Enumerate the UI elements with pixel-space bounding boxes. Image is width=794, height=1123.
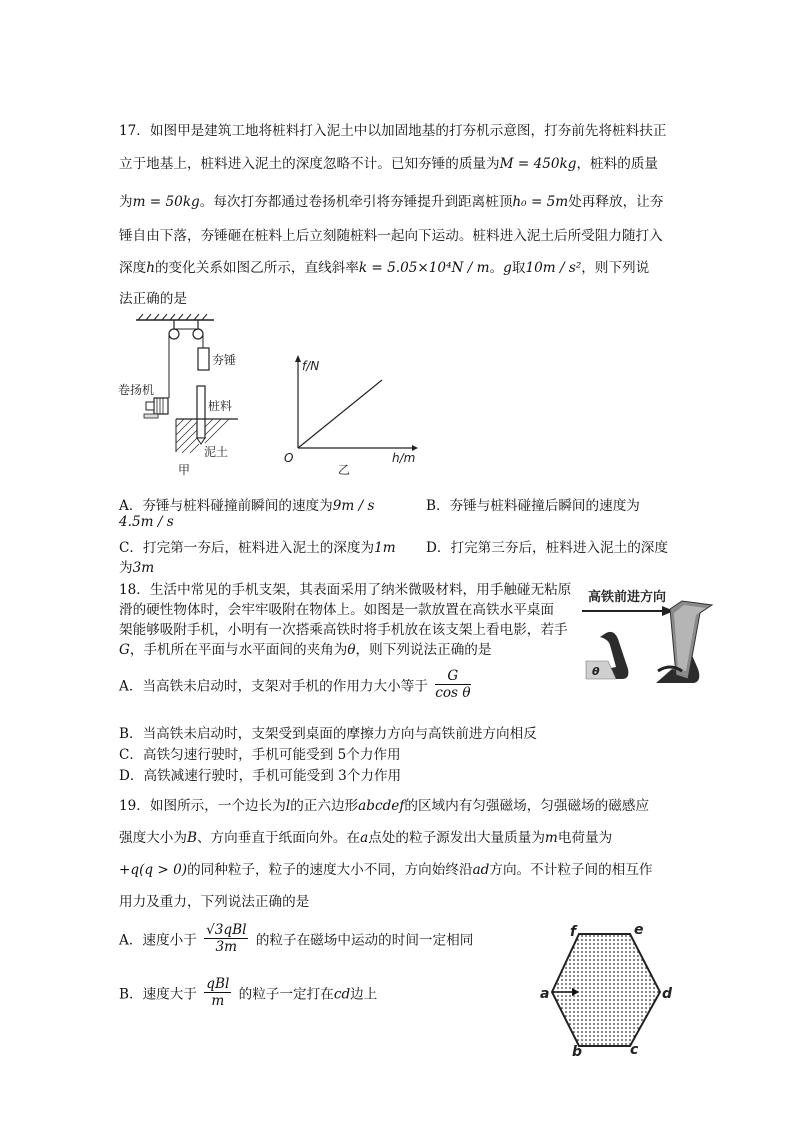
math-h0: h₀ = 5m (512, 194, 569, 210)
q17-line-1 (119, 119, 666, 139)
train-direction-label: 高铁前进方向 (588, 590, 667, 605)
caption-jia: 甲 (178, 463, 191, 477)
text: ，则下列说 (581, 260, 650, 276)
text: 方向。不计粒子间的相互作 (489, 862, 653, 878)
f-h-line (298, 380, 382, 448)
vertex-c-label: c (630, 1042, 639, 1058)
vertex-d-label: d (662, 986, 673, 1002)
figure-yi (278, 352, 428, 480)
math-q: +q(q > 0) (119, 862, 188, 878)
q18-line-4 (119, 638, 491, 658)
text: C．打完第一夯后，桩料进入泥土的深度为 (119, 540, 375, 556)
vertex-f-label: f (570, 924, 577, 940)
q17-line-6 (119, 287, 187, 307)
q17-option-a (119, 494, 374, 514)
q17-text: 17．如图甲是建筑工地将桩料打入泥土中以加固地基的打夯机示意图，打夯前先将桩料扶正 (119, 123, 667, 139)
denominator: 3m (215, 939, 238, 955)
text: B．当高铁未启动时，支架受到桌面的摩擦力方向与高铁前进方向相反 (119, 726, 537, 742)
q17-line-4 (119, 224, 663, 244)
hammer-weight (198, 348, 209, 370)
winch (154, 398, 168, 414)
q18-line-1 (119, 578, 571, 598)
text: A．夯锤与桩料碰撞前瞬间的速度为 (119, 498, 333, 514)
text: ，桩料的质量 (576, 156, 659, 172)
label-hangchui: 夯锤 (212, 353, 237, 367)
math-theta: θ (347, 642, 356, 658)
figure-jia (118, 312, 258, 480)
q17-option-c (119, 536, 396, 556)
denominator: cos θ (435, 685, 471, 701)
math-cd: cd (333, 986, 351, 1003)
text: 的区域内有匀强磁场，匀强磁场的磁感应 (404, 798, 650, 814)
math-M: M = 450kg (499, 156, 577, 172)
q19-line-1 (119, 794, 649, 814)
text: 锤自由下落，夯锤砸在桩料上后立刻随桩料一起向下运动。桩料进入泥土后所受阻力随打入 (119, 228, 663, 244)
text: A．速度小于 (119, 932, 197, 949)
text: 的变化关系如图乙所示，直线斜率 (154, 260, 359, 276)
text: 立于地基上，桩料进入泥土的深度忽略不计。已知夯锤的质量为 (119, 156, 500, 172)
pulley-right (193, 329, 203, 339)
text: ，手机所在平面与水平面间的夹角为 (129, 642, 348, 658)
pulley-left (169, 329, 179, 339)
q19-line-4 (119, 890, 309, 910)
text: B．夯锤与桩料碰撞后瞬间的速度为 (426, 498, 640, 514)
numerator: qBl (206, 976, 230, 992)
q17-option-d-cont (119, 556, 154, 576)
text: 为 (119, 194, 133, 210)
text: D．高铁减速行驶时，手机可能受到 3个力作用 (119, 768, 402, 784)
origin-label: O (284, 451, 294, 465)
math-B: B (186, 830, 197, 846)
numerator: G (435, 668, 470, 685)
math-g-value: 10m / s² (525, 260, 582, 276)
theta-label: θ (592, 665, 600, 678)
vertex-a-label: a (540, 986, 550, 1002)
text: 的正六边形 (290, 798, 359, 814)
text: 取 (511, 260, 526, 276)
text: 用力及重力，下列说法正确的是 (119, 894, 310, 910)
text: 的粒子一定打在 (238, 986, 334, 1003)
text: 电荷量为 (557, 830, 613, 846)
math: 1m (374, 540, 396, 556)
fraction-g-over-cos (435, 668, 470, 701)
x-axis-label: h/m (392, 451, 416, 465)
text: 为 (119, 560, 133, 576)
text: 边上 (350, 986, 378, 1003)
math: 3m (132, 560, 155, 576)
text: 滑的硬性物体时，会牢牢吸附在物体上。如图是一款放置在高铁水平桌面 (119, 602, 554, 618)
text: 强度大小为 (119, 830, 187, 846)
figure-hexagon (532, 918, 678, 1060)
text: 法正确的是 (119, 291, 187, 307)
q17-line-2 (119, 152, 658, 172)
q19-line-3 (119, 858, 653, 878)
text: 的粒子在磁场中运动的时间一定相同 (255, 932, 474, 949)
text: 19．如图所示，一个边长为 (119, 798, 286, 814)
text: A．当高铁未启动时，支架对手机的作用力大小等于 (119, 678, 428, 695)
q18-option-b (119, 722, 537, 742)
q18-line-3 (119, 618, 571, 638)
caption-yi: 乙 (338, 463, 351, 477)
text: 、方向垂直于纸面向外。在 (196, 830, 361, 846)
math: 4.5m / s (119, 514, 174, 530)
vertex-e-label: e (634, 922, 644, 938)
text: 的同种粒子，粒子的速度大小不同，方向始终沿 (187, 862, 473, 878)
math-a: a (360, 830, 369, 846)
math-ad: ad (472, 862, 490, 878)
math-g: g (503, 260, 512, 276)
figure-phone-holder (578, 583, 718, 693)
q17-line-3 (119, 190, 663, 210)
q18-option-c (119, 743, 401, 763)
math-G: G (119, 642, 130, 658)
text: 。 (489, 260, 504, 276)
fraction-sqrt3qbl-over-3m (204, 922, 248, 955)
pile (197, 386, 205, 438)
text: 处再释放，让夯 (568, 194, 664, 210)
text: C．高铁匀速行驶时，手机可能受到 5个力作用 (119, 747, 401, 763)
math-h: h (146, 260, 155, 276)
text: 18．生活中常见的手机支架，其表面采用了纳米微吸材料，用手触碰无粘原 (119, 582, 571, 598)
q18-line-2 (119, 598, 571, 618)
text: B．速度大于 (119, 986, 197, 1003)
math-m: m = 50kg (132, 194, 200, 210)
y-axis-label: f/N (302, 359, 320, 373)
q17-option-b (426, 494, 640, 514)
text: 深度 (119, 260, 147, 276)
q17-line-5 (119, 256, 649, 276)
ceiling-hatch (138, 314, 207, 320)
math-l: l (285, 798, 291, 814)
q17-option-d (426, 536, 668, 556)
label-zhuangliao: 桩料 (208, 399, 233, 413)
fraction-qbl-over-m (204, 976, 231, 1009)
math: 9m / s (332, 498, 375, 514)
denominator: m (211, 993, 225, 1009)
math-m: m (544, 830, 558, 846)
q19-line-2 (119, 826, 612, 846)
vertex-b-label: b (572, 1044, 583, 1060)
label-juanyangji: 卷扬机 (118, 383, 155, 397)
text: 。每次打夯都通过卷扬机牵引将夯锤提升到距离桩顶 (199, 194, 513, 210)
q18-option-d (119, 764, 401, 784)
text: 点处的粒子源发出大量质量为 (368, 830, 545, 846)
text: D．打完第三夯后，桩料进入泥土的深度 (426, 540, 668, 556)
q18-option-a (119, 668, 474, 701)
q19-option-b (119, 976, 377, 1009)
hexagon-field (552, 934, 660, 1046)
numerator: √3qBl (206, 922, 247, 938)
label-nitu: 泥土 (204, 445, 229, 459)
text: 架能够吸附手机，小明有一次搭乘高铁时将手机放在该支架上看电影，若手 (119, 622, 568, 638)
math-k: k = 5.05×10⁴N / m (358, 260, 490, 276)
text: ，则下列说法正确的是 (355, 642, 492, 658)
q19-option-a (119, 922, 473, 955)
math-abcdef: abcdef (358, 798, 405, 814)
q17-option-b-cont (119, 514, 174, 530)
